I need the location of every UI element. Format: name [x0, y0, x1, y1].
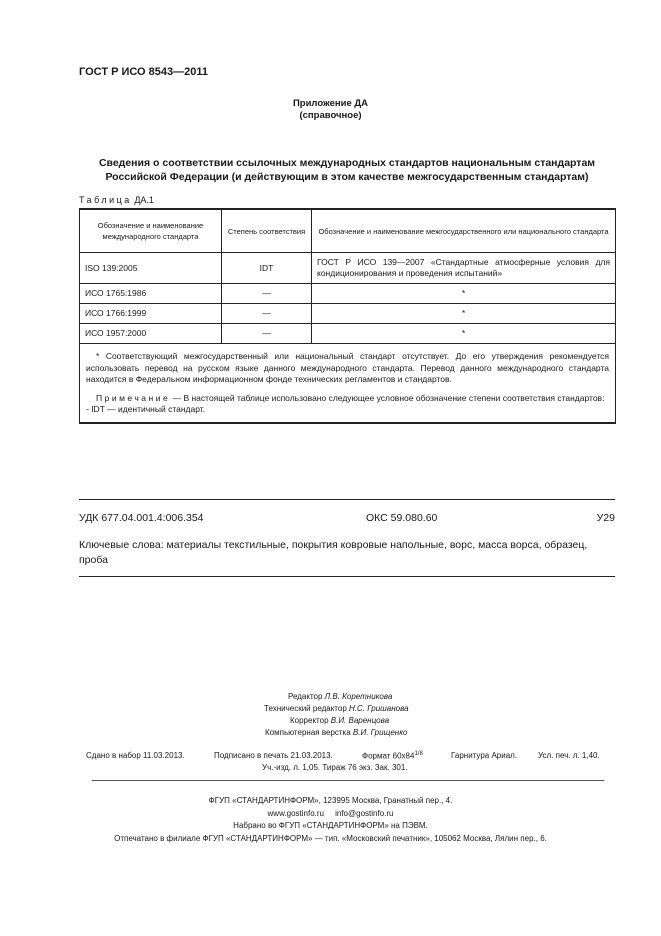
table-footnote-row: [80, 344, 616, 423]
cell-degree: —: [222, 304, 312, 324]
publisher-info: [0, 795, 661, 845]
section-title: [79, 156, 615, 184]
table-caption-id: ДА.1: [134, 195, 154, 205]
tech-editor-name: Н.С. Гришанова: [349, 704, 409, 713]
note-label: Примечание: [96, 392, 171, 403]
cell-national: *: [312, 324, 616, 344]
publisher-address: ФГУП «СТАНДАРТИНФОРМ», 123995 Москва, Гранатный пер., 4.: [208, 796, 453, 805]
format-fraction: 1/8: [414, 751, 423, 757]
format-prefix: Формат 60х84: [362, 751, 415, 761]
keywords: Ключевые слова: материалы текстильные, покрытия ковровые напольные, ворс, масса ворса, образец, проба: [79, 539, 588, 566]
publisher-contacts: [0, 808, 661, 821]
header-degree: Степень соответствия: [222, 209, 312, 253]
corrector-role: Корректор: [290, 716, 329, 725]
layout-name: В.И. Грищенко: [352, 728, 408, 737]
table-row: [80, 304, 616, 324]
cell-intl: ИСО 1765:1986: [80, 284, 222, 304]
divider-top: [79, 499, 615, 500]
cell-intl: ISO 139:2005: [80, 253, 222, 284]
classification-code: У29: [596, 512, 615, 524]
editor-name: Л.В. Коретникова: [324, 692, 393, 701]
print-format: [362, 751, 423, 761]
annex-title: Приложение ДА: [292, 98, 369, 109]
separator-line: [92, 780, 604, 781]
print-submitted: Сдано в набор 11.03.2013.: [86, 751, 185, 760]
section-title-line1: Сведения о соответствии ссылочных международных стандартов национальным стандартам: [98, 157, 596, 169]
header-intl-standard: Обозначение и наименование международного стандарта: [80, 209, 222, 253]
layout-role: Компьютерная верстка: [265, 728, 351, 737]
table-header-row: [80, 209, 616, 253]
note-text: — В настоящей таблице использовано следующее условное обозначение степени соответствия стандартов:: [172, 392, 605, 403]
table-row: [80, 324, 616, 344]
section-title-line2: Российской Федерации (и действующим в этом качестве межгосударственным стандартам): [105, 171, 589, 183]
table-footnote: * Соответствующий межгосударственный или национальный стандарт отсутствует. До его утверждения рекомендуется использовать перевод на русском языке данного международного стандарта. Перевод данного международного стандарта находится в Федеральном информационном фонде технических регламентов и стандартов.: [86, 351, 609, 384]
publisher-typeset: Набрано во ФГУП «СТАНДАРТИНФОРМ» на ПЭВМ.: [233, 821, 428, 830]
divider-bottom: [79, 576, 615, 577]
annex-subtitle: (справочное): [299, 110, 362, 121]
cell-intl: ИСО 1957:2000: [80, 324, 222, 344]
publisher-website: www.gostinfo.ru: [267, 808, 324, 818]
oks-code: ОКС 59.080.60: [366, 512, 438, 524]
conformity-table: [79, 208, 616, 424]
cell-intl: ИСО 1766:1999: [80, 304, 222, 324]
table-row: [80, 284, 616, 304]
credit-layout: [265, 727, 407, 740]
annex-heading: [0, 98, 661, 122]
cell-national: *: [312, 304, 616, 324]
publisher-email: info@gostinfo.ru: [335, 808, 394, 818]
cell-national: ГОСТ Р ИСО 139—2007 «Стандартные атмосферные условия для кондиционирования и проведения испытаний»: [312, 253, 616, 284]
cell-degree: —: [222, 284, 312, 304]
header-national-standard: Обозначение и наименование межгосударственного или национального стандарта: [312, 209, 616, 253]
table-footnote-cell: [80, 344, 616, 423]
cell-degree: —: [222, 324, 312, 344]
table-caption: [79, 195, 154, 205]
publisher-printed: Отпечатано в филиале ФГУП «СТАНДАРТИНФОРМ» — тип. «Московский печатник», 105062 Москва, Лялин пер., 6.: [114, 833, 547, 843]
table-caption-prefix: Таблица: [79, 195, 132, 205]
print-font: Гарнитура Ариал.: [451, 751, 518, 760]
udk-code: УДК 677.04.001.4:006.354: [79, 512, 204, 524]
credit-corrector: [290, 715, 389, 728]
print-sheets: Усл. печ. л. 1,40.: [538, 751, 600, 760]
credit-tech-editor: [264, 703, 409, 716]
note-item: - IDT — идентичный стандарт.: [86, 404, 206, 414]
print-signed: Подписано в печать 21.03.2013.: [214, 751, 333, 760]
credit-editor: [288, 691, 392, 704]
editor-role: Редактор: [288, 692, 323, 701]
table-note: [86, 393, 609, 405]
table-row: [80, 253, 616, 284]
document-number: ГОСТ Р ИСО 8543—2011: [79, 66, 209, 78]
corrector-name: В.И. Варенцова: [330, 716, 390, 725]
tech-editor-role: Технический редактор: [264, 704, 347, 713]
cell-national: *: [312, 284, 616, 304]
print-details: Уч.-изд. л. 1,05. Тираж 76 экз. Зак. 301.: [262, 763, 408, 772]
cell-degree: IDT: [222, 253, 312, 284]
